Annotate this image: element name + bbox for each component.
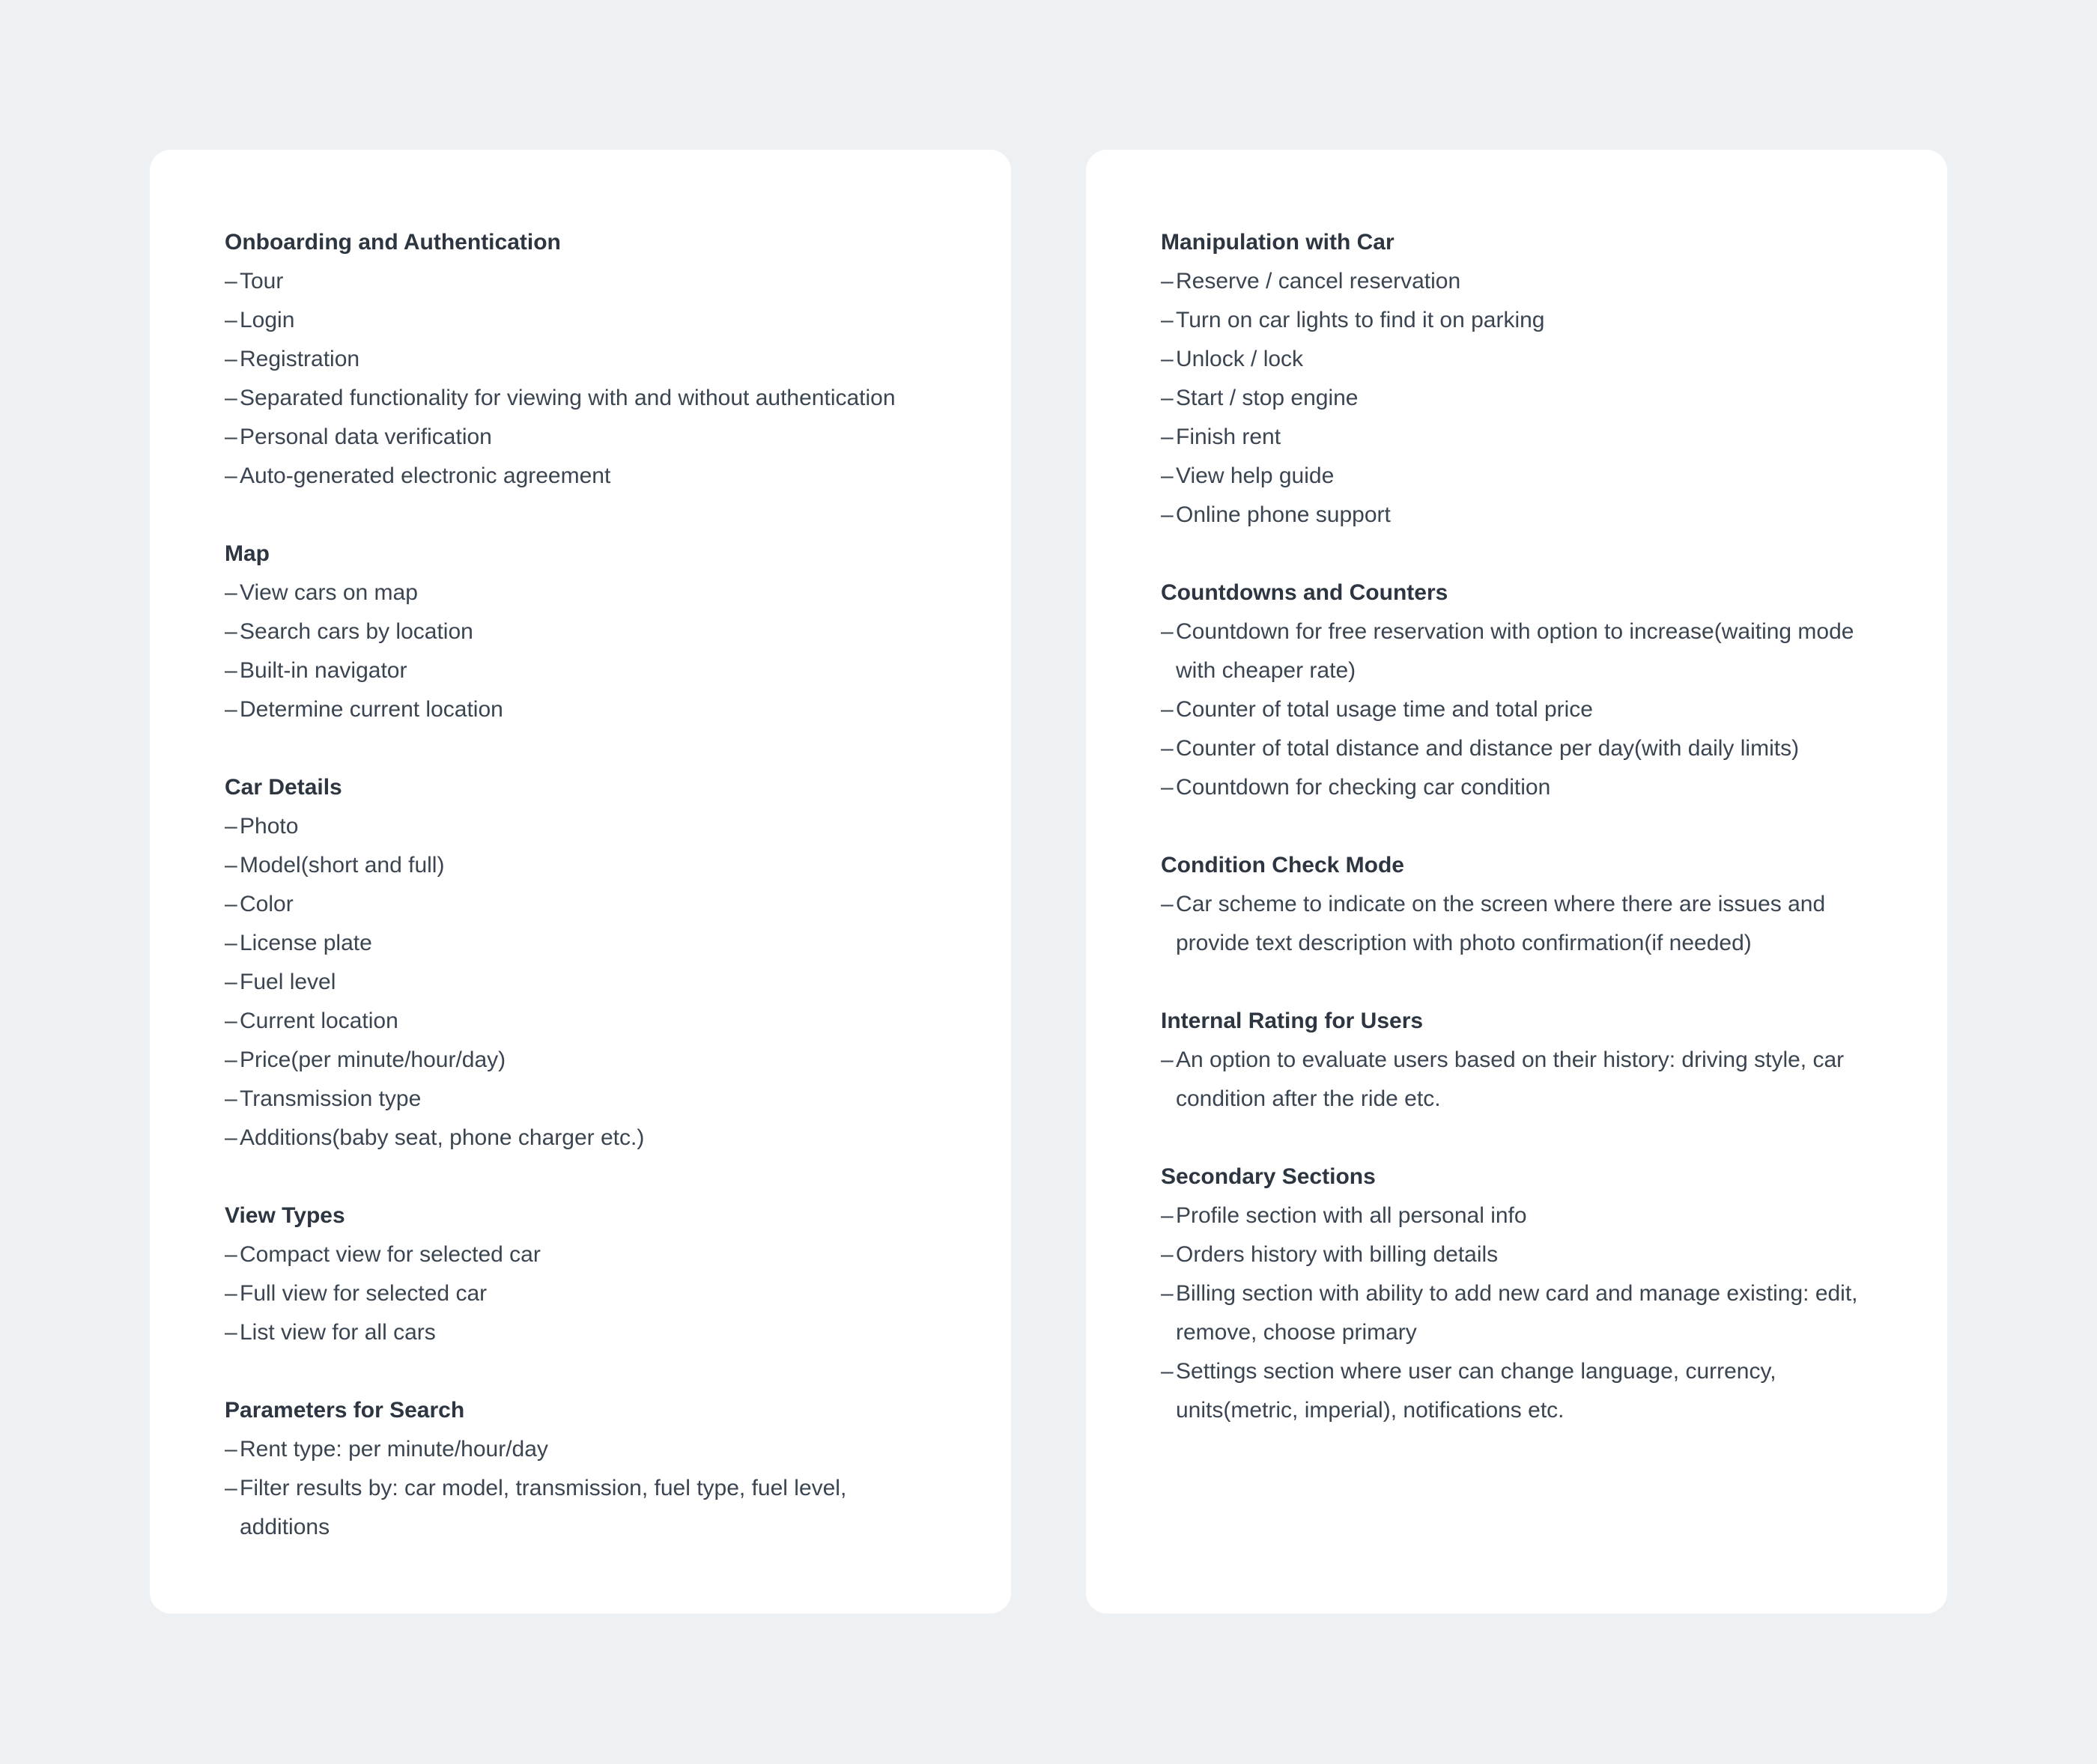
item-text: Full view for selected car bbox=[240, 1281, 488, 1306]
list-item bbox=[1161, 457, 1872, 496]
item-text: Orders history with billing details bbox=[1176, 1242, 1499, 1267]
item-text: Transmission type bbox=[240, 1086, 422, 1111]
list-item bbox=[225, 1469, 936, 1547]
dash: – bbox=[225, 463, 237, 488]
list-item bbox=[225, 1119, 936, 1158]
section-title: Parameters for Search bbox=[225, 1398, 465, 1423]
dash: – bbox=[1161, 1242, 1174, 1267]
list-item bbox=[225, 885, 936, 924]
list-item bbox=[225, 690, 936, 729]
dash: – bbox=[225, 308, 237, 332]
dash: – bbox=[1161, 1047, 1174, 1072]
item-text: Search cars by location bbox=[240, 619, 473, 644]
item-text: Profile section with all personal info bbox=[1176, 1203, 1527, 1228]
item-text: Filter results by: car model, transmission, fuel type, fuel level, additions bbox=[240, 1476, 847, 1539]
feature-list bbox=[225, 807, 936, 1158]
list-item bbox=[225, 340, 936, 379]
list-item bbox=[225, 1274, 936, 1313]
section-title: Secondary Sections bbox=[1161, 1164, 1376, 1189]
dash: – bbox=[225, 1320, 237, 1345]
item-text: Built-in navigator bbox=[240, 658, 407, 683]
dash: – bbox=[1161, 775, 1174, 800]
section-user-rating bbox=[1161, 1002, 1872, 1119]
item-text: Login bbox=[240, 308, 295, 332]
dash: – bbox=[225, 931, 237, 955]
dash: – bbox=[225, 853, 237, 878]
list-item bbox=[1161, 1274, 1872, 1352]
list-item bbox=[225, 262, 936, 301]
dash: – bbox=[225, 425, 237, 449]
dash: – bbox=[225, 658, 237, 683]
section-onboarding bbox=[225, 223, 936, 496]
dash: – bbox=[225, 814, 237, 839]
feature-list bbox=[1161, 1196, 1872, 1430]
item-text: Counter of total distance and distance per day(with daily limits) bbox=[1176, 736, 1800, 761]
feature-list bbox=[1161, 1041, 1872, 1119]
section-title: Internal Rating for Users bbox=[1161, 1009, 1424, 1033]
section-map bbox=[225, 535, 936, 729]
section-title: Manipulation with Car bbox=[1161, 230, 1395, 255]
list-item bbox=[225, 846, 936, 885]
list-item bbox=[225, 1002, 936, 1041]
item-text: Personal data verification bbox=[240, 425, 492, 449]
item-text: Separated functionality for viewing with and without authentication bbox=[240, 386, 896, 410]
item-text: Compact view for selected car bbox=[240, 1242, 541, 1267]
list-item bbox=[1161, 690, 1872, 729]
section-condition-check bbox=[1161, 846, 1872, 963]
dash: – bbox=[1161, 386, 1174, 410]
section-title: Car Details bbox=[225, 775, 342, 800]
feature-list bbox=[1161, 262, 1872, 535]
dash: – bbox=[225, 1242, 237, 1267]
list-item bbox=[225, 651, 936, 690]
feature-list bbox=[1161, 885, 1872, 963]
list-item bbox=[225, 574, 936, 612]
item-text: List view for all cars bbox=[240, 1320, 436, 1345]
dash: – bbox=[1161, 347, 1174, 371]
item-text: Counter of total usage time and total price bbox=[1176, 697, 1593, 722]
feature-list bbox=[225, 262, 936, 496]
list-item bbox=[1161, 1196, 1872, 1235]
list-item bbox=[225, 1235, 936, 1274]
dash: – bbox=[225, 619, 237, 644]
dash: – bbox=[1161, 1359, 1174, 1384]
section-search-parameters bbox=[225, 1391, 936, 1547]
dash: – bbox=[1161, 308, 1174, 332]
list-item bbox=[1161, 262, 1872, 301]
item-text: View help guide bbox=[1176, 463, 1335, 488]
list-item bbox=[1161, 1352, 1872, 1430]
list-item bbox=[1161, 768, 1872, 807]
feature-list bbox=[225, 574, 936, 729]
dash: – bbox=[225, 970, 237, 994]
item-text: Unlock / lock bbox=[1176, 347, 1304, 371]
list-item bbox=[225, 963, 936, 1002]
right-feature-card bbox=[1086, 150, 1947, 1614]
list-item bbox=[225, 418, 936, 457]
list-item bbox=[225, 1430, 936, 1469]
item-text: Finish rent bbox=[1176, 425, 1281, 449]
dash: – bbox=[225, 386, 237, 410]
section-secondary bbox=[1161, 1158, 1872, 1430]
list-item bbox=[1161, 340, 1872, 379]
item-text: Auto-generated electronic agreement bbox=[240, 463, 611, 488]
item-text: Price(per minute/hour/day) bbox=[240, 1047, 506, 1072]
list-item bbox=[1161, 885, 1872, 963]
feature-list bbox=[225, 1235, 936, 1352]
list-item bbox=[1161, 729, 1872, 768]
item-text: Tour bbox=[240, 269, 284, 294]
item-text: Start / stop engine bbox=[1176, 386, 1359, 410]
feature-list bbox=[1161, 612, 1872, 807]
dash: – bbox=[1161, 892, 1174, 916]
list-item bbox=[1161, 496, 1872, 535]
list-item bbox=[225, 379, 936, 418]
item-text: Settings section where user can change language, currency, units(metric, imperial), notifications etc. bbox=[1176, 1359, 1776, 1423]
dash: – bbox=[225, 892, 237, 916]
dash: – bbox=[225, 1437, 237, 1462]
list-item bbox=[1161, 418, 1872, 457]
section-car-manipulation bbox=[1161, 223, 1872, 535]
item-text: Countdown for free reservation with option to increase(waiting mode with cheaper rate) bbox=[1176, 619, 1854, 683]
list-item bbox=[225, 1313, 936, 1352]
dash: – bbox=[225, 1047, 237, 1072]
list-item bbox=[1161, 612, 1872, 690]
feature-list bbox=[225, 1430, 936, 1547]
item-text: Photo bbox=[240, 814, 299, 839]
list-item bbox=[225, 612, 936, 651]
list-item bbox=[225, 301, 936, 340]
list-item bbox=[225, 1041, 936, 1080]
section-countdowns bbox=[1161, 574, 1872, 807]
dash: – bbox=[1161, 463, 1174, 488]
item-text: Online phone support bbox=[1176, 502, 1391, 527]
list-item bbox=[1161, 379, 1872, 418]
item-text: Determine current location bbox=[240, 697, 503, 722]
section-title: View Types bbox=[225, 1203, 345, 1228]
list-item bbox=[1161, 1041, 1872, 1119]
item-text: Reserve / cancel reservation bbox=[1176, 269, 1461, 294]
dash: – bbox=[1161, 502, 1174, 527]
dash: – bbox=[1161, 1281, 1174, 1306]
section-title: Map bbox=[225, 541, 270, 566]
list-item bbox=[1161, 1235, 1872, 1274]
dash: – bbox=[1161, 697, 1174, 722]
item-text: Car scheme to indicate on the screen where there are issues and provide text description with photo confirmation(if needed) bbox=[1176, 892, 1826, 955]
item-text: View cars on map bbox=[240, 580, 418, 605]
item-text: Current location bbox=[240, 1009, 398, 1033]
dash: – bbox=[225, 347, 237, 371]
list-item bbox=[1161, 301, 1872, 340]
left-feature-card bbox=[150, 150, 1011, 1614]
dash: – bbox=[1161, 269, 1174, 294]
item-text: Turn on car lights to find it on parking bbox=[1176, 308, 1545, 332]
section-view-types bbox=[225, 1196, 936, 1352]
item-text: An option to evaluate users based on their history: driving style, car condition after the ride etc. bbox=[1176, 1047, 1845, 1111]
item-text: Color bbox=[240, 892, 294, 916]
dash: – bbox=[225, 1009, 237, 1033]
dash: – bbox=[225, 269, 237, 294]
item-text: Rent type: per minute/hour/day bbox=[240, 1437, 548, 1462]
dash: – bbox=[225, 1281, 237, 1306]
dash: – bbox=[225, 1476, 237, 1500]
dash: – bbox=[1161, 1203, 1174, 1228]
dash: – bbox=[225, 580, 237, 605]
item-text: Billing section with ability to add new card and manage existing: edit, remove, choose primary bbox=[1176, 1281, 1858, 1345]
dash: – bbox=[225, 697, 237, 722]
section-title: Condition Check Mode bbox=[1161, 853, 1404, 878]
dash: – bbox=[225, 1086, 237, 1111]
section-title: Onboarding and Authentication bbox=[225, 230, 561, 255]
item-text: Countdown for checking car condition bbox=[1176, 775, 1551, 800]
item-text: Additions(baby seat, phone charger etc.) bbox=[240, 1125, 645, 1150]
item-text: Registration bbox=[240, 347, 360, 371]
list-item bbox=[225, 924, 936, 963]
dash: – bbox=[1161, 619, 1174, 644]
item-text: Model(short and full) bbox=[240, 853, 445, 878]
dash: – bbox=[1161, 425, 1174, 449]
section-car-details bbox=[225, 768, 936, 1158]
item-text: Fuel level bbox=[240, 970, 336, 994]
list-item bbox=[225, 1080, 936, 1119]
item-text: License plate bbox=[240, 931, 372, 955]
dash: – bbox=[1161, 736, 1174, 761]
dash: – bbox=[225, 1125, 237, 1150]
list-item bbox=[225, 807, 936, 846]
list-item bbox=[225, 457, 936, 496]
section-title: Countdowns and Counters bbox=[1161, 580, 1448, 605]
